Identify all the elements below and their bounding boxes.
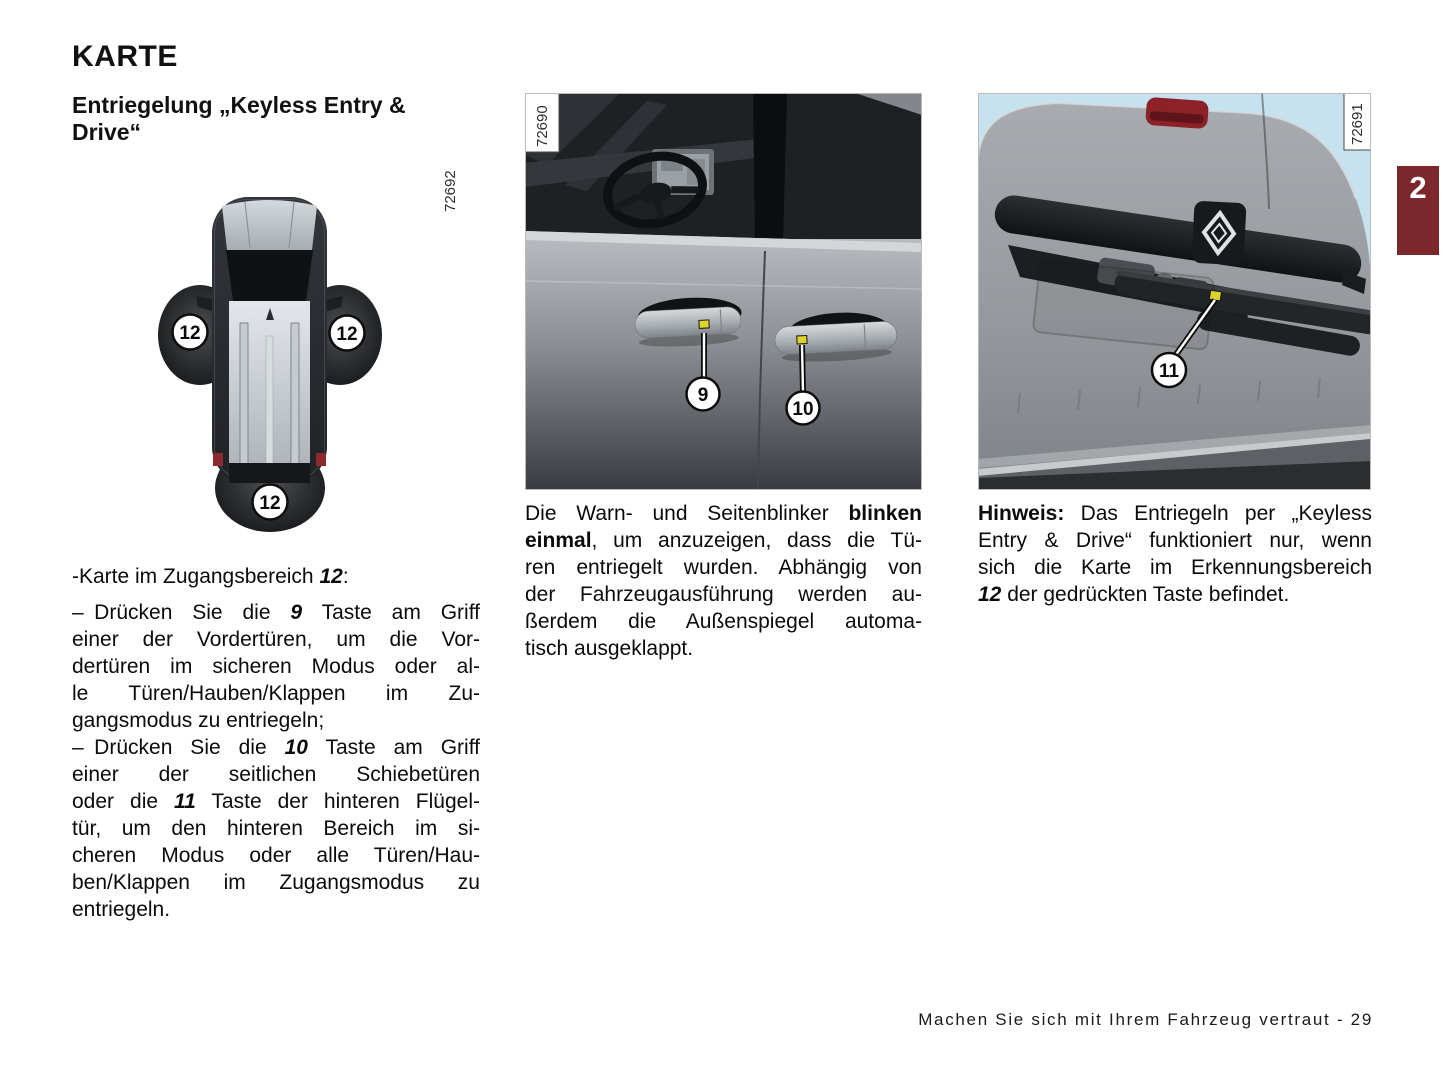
text-segment: Das Entriegeln per „Keyless: [1064, 502, 1372, 525]
callout-label: 12: [179, 323, 201, 344]
roof-rail-right: [291, 323, 299, 466]
subtitle-line: Drive“: [72, 119, 142, 145]
text-line: [72, 680, 480, 707]
chapter-tab: [1397, 166, 1439, 255]
b-pillar: [753, 93, 787, 245]
callout-label: 12: [336, 324, 358, 345]
roof-rail-left: [240, 323, 248, 466]
keyless-button-11: [1209, 290, 1221, 300]
text-segment: tisch ausgeklappt.: [525, 637, 694, 660]
text-line: [525, 581, 922, 608]
middle-text-column: [525, 500, 922, 662]
text-segment: einer der seitlichen Schiebetüren: [72, 763, 480, 786]
text-line: [72, 869, 480, 896]
text-segment: ren entriegelt wurden. Abhängig von: [525, 556, 922, 579]
rear-door-photo: [978, 93, 1371, 490]
callout-label: 11: [1158, 361, 1180, 382]
instruction-list: [72, 599, 480, 923]
keyless-button-9: [699, 320, 709, 329]
text-line: [72, 761, 480, 788]
text-line: [525, 608, 922, 635]
text-line: [72, 842, 480, 869]
text-line: [978, 500, 1372, 527]
tail-light-right: [316, 453, 326, 466]
text-segment: -Karte im Zugangsbereich: [72, 565, 320, 588]
car-top-view-illustration: [150, 158, 480, 538]
callout-12-right: [330, 316, 365, 351]
list-item-rear-doors: [72, 734, 480, 923]
text-segment: einer der Vordertüren, um die Vor-: [72, 628, 480, 651]
text-segment: der Fahrzeugausführung werden au-: [525, 583, 922, 606]
left-text-column: [72, 563, 480, 923]
text-segment: oder die: [72, 790, 175, 813]
page-title: KARTE: [72, 40, 178, 73]
text-segment: einmal: [525, 529, 592, 552]
text-line: [525, 554, 922, 581]
callout-label: 12: [259, 493, 281, 514]
text-segment: le Türen/Hauben/Klappen im Zu-: [72, 682, 480, 705]
text-line: [525, 635, 922, 662]
text-segment: :: [342, 565, 349, 588]
text-segment: – Drücken Sie die: [72, 601, 291, 624]
door-handles-photo: [525, 93, 922, 490]
text-segment: der gedrückten Taste befindet.: [1001, 583, 1290, 606]
text-segment: 10: [284, 736, 308, 759]
text-segment: 9: [290, 601, 303, 624]
page-footer: Machen Sie sich mit Ihrem Fahrzeug vertraut - 29: [918, 1010, 1373, 1029]
text-segment: sich die Karte im Erkennungsbereich: [978, 556, 1372, 579]
text-segment: Entry & Drive“ funktioniert nur, wenn: [978, 529, 1372, 552]
text-segment: 11: [174, 790, 196, 813]
figure-number-72690: 72690: [534, 105, 551, 147]
figure-number-72692: 72692: [442, 170, 459, 212]
figure-car-top-view: [150, 158, 480, 538]
text-segment: Taste der hinteren Flügel-: [195, 790, 480, 813]
text-line: [72, 653, 480, 680]
text-line: [978, 527, 1372, 554]
figure-door-handles-photo: [525, 93, 922, 490]
text-segment: ben/Klappen im Zugangsmodus zu: [72, 871, 480, 894]
section-subtitle: [72, 92, 492, 146]
right-text-column: [978, 500, 1372, 608]
text-segment: 12: [319, 565, 343, 588]
text-line: [72, 734, 480, 761]
text-segment: , um anzuzeigen, dass die Tü-: [591, 529, 922, 552]
text-line: [72, 626, 480, 653]
text-segment: gangsmodus zu entriegeln;: [72, 709, 325, 732]
subtitle-line: Entriegelung „Keyless Entry &: [72, 92, 406, 118]
text-segment: ßerdem die Außenspiegel automa-: [525, 610, 922, 633]
third-brake-light: [1145, 97, 1209, 129]
text-line: [72, 896, 480, 923]
text-segment: Taste am Griff: [302, 601, 480, 624]
text-segment: – Drücken Sie die: [72, 736, 285, 759]
keyless-button-10: [797, 335, 807, 344]
text-line: [978, 581, 1372, 608]
paragraph-note: [978, 500, 1372, 608]
callout-label: 9: [697, 385, 709, 406]
text-segment: cheren Modus oder alle Türen/Hau-: [72, 844, 480, 867]
text-segment: 12: [978, 583, 1002, 606]
callout-label: 10: [792, 399, 814, 420]
text-line: [72, 563, 480, 590]
intro-line: [72, 563, 480, 590]
text-segment: Taste am Griff: [307, 736, 480, 759]
text-line: [978, 554, 1372, 581]
callout-12-bottom: [253, 485, 288, 520]
text-line: [72, 599, 480, 626]
list-item-front-doors: [72, 599, 480, 734]
door-panels: [525, 239, 922, 490]
text-segment: dertüren im sicheren Modus oder al-: [72, 655, 480, 678]
text-line: [525, 527, 922, 554]
text-segment: entriegeln.: [72, 898, 171, 921]
text-line: [525, 500, 922, 527]
figure-number-72691: 72691: [1349, 103, 1366, 145]
text-segment: tür, um den hinteren Bereich im si-: [72, 817, 480, 840]
hood: [222, 200, 317, 250]
renault-logo: [1191, 201, 1246, 266]
figure-rear-door-photo: [978, 93, 1371, 490]
tail-light-left: [213, 453, 223, 466]
text-line: [72, 788, 480, 815]
tailgate: [229, 463, 310, 483]
roof-center-strip: [266, 336, 273, 466]
text-line: [72, 707, 480, 734]
windshield: [226, 250, 313, 301]
callout-12-left: [173, 315, 208, 350]
paragraph-indicators: [525, 500, 922, 662]
text-line: [72, 815, 480, 842]
text-segment: Hinweis:: [978, 502, 1065, 525]
text-segment: Die Warn- und Seitenblinker: [525, 502, 849, 525]
chapter-number: 2: [1409, 170, 1427, 205]
text-segment: blinken: [848, 502, 922, 525]
